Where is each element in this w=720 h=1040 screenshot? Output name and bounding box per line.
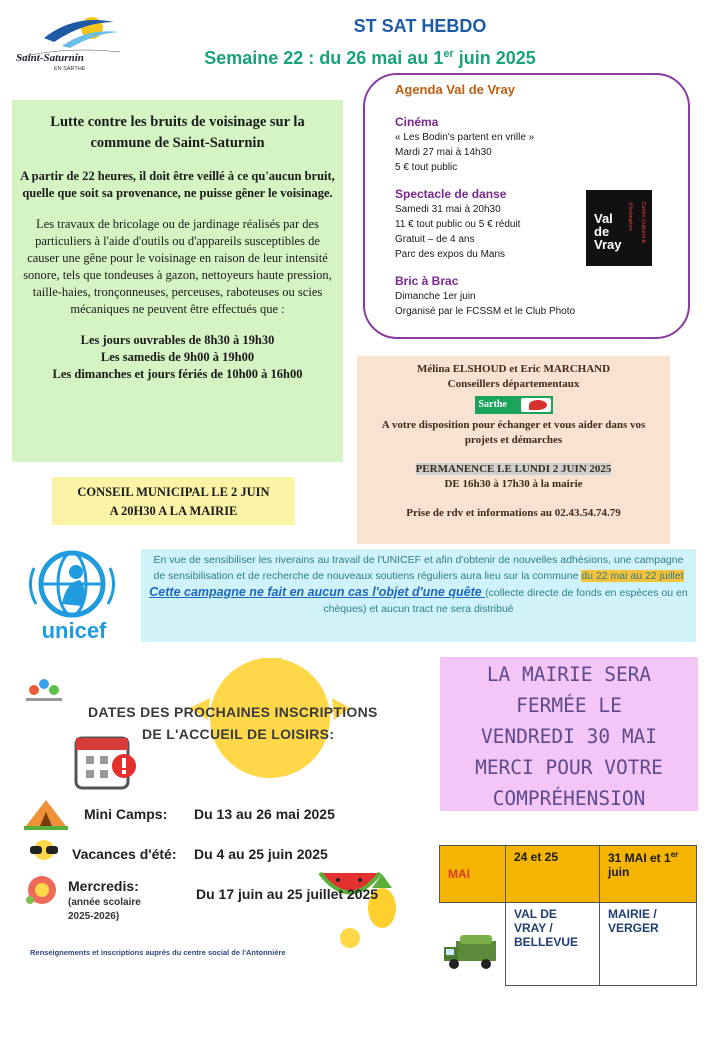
vdv-line: Val bbox=[594, 211, 613, 226]
garbage-truck-icon bbox=[442, 933, 502, 973]
loisirs-panel bbox=[20, 668, 410, 968]
saint-saturnin-logo bbox=[14, 8, 124, 78]
row-label: Vacances d'été: bbox=[72, 846, 177, 862]
page-title: ST SAT HEBDO bbox=[353, 16, 487, 36]
noise-body: Les travaux de bricolage ou de jardinage réalisés par des particuliers à l'aide d'outils ou d'appareils susceptibles de causer une gêne pour le voisinage en raison de leur intensité sonore, tels que tondeuses à gazon, nettoyeurs haute pression, taille-haies, tronçonneuses, perceuses, raboteuses ou scies mécaniques ne peuvent être effectués que : bbox=[23, 217, 332, 316]
sarthe-logo bbox=[475, 396, 553, 414]
schedule-month: MAI bbox=[440, 846, 506, 903]
sarthe-label: Sarthe bbox=[478, 399, 507, 410]
community-logo-icon bbox=[26, 679, 62, 701]
col2-head-sup: er bbox=[670, 850, 679, 859]
unicef-text-a: En vue de sensibiliser les riverains au travail de l'UNICEF et afin d'obtenir de nouvelles adhésions, une campagne de sensibilisation et de recherche de nouveaux soutiens réguliers aura lieu sur la commune bbox=[153, 554, 684, 582]
val-de-vray-logo bbox=[586, 190, 652, 266]
councillors-text: A votre disposition pour échanger et vous aider dans vos projets et démarches bbox=[381, 419, 646, 446]
logo-name: Saint-Saturnin bbox=[16, 52, 84, 64]
closed-line: COMPRÉHENSION bbox=[492, 787, 646, 810]
council-line2: A 20H30 A LA MAIRIE bbox=[109, 504, 238, 518]
unicef-logo-text: unicef bbox=[41, 618, 107, 643]
closed-line: LA MAIRIE SERA bbox=[486, 663, 652, 686]
schedule-col2-value: MAIRIE / VERGER bbox=[600, 903, 697, 986]
note-line: (année scolaire bbox=[68, 897, 141, 908]
agenda-dance-line: Parc des expos du Mans bbox=[395, 249, 506, 260]
councillors-rdv: Prise de rdv et informations au 02.43.54.74.79 bbox=[406, 507, 621, 519]
row-dates: Du 13 au 26 mai 2025 bbox=[194, 806, 335, 822]
row-dates: Du 4 au 25 juin 2025 bbox=[194, 846, 328, 862]
agenda-bric-heading: Bric à Brac bbox=[395, 274, 459, 288]
tent-icon bbox=[24, 800, 68, 830]
hours-sundays: Les dimanches et jours fériés de 10h00 à 16h00 bbox=[52, 367, 303, 381]
agenda-dance-line: Samedi 31 mai à 20h30 bbox=[395, 204, 501, 215]
mairie-closed-notice bbox=[440, 657, 698, 811]
councillors-role: Conseillers départementaux bbox=[447, 378, 580, 390]
sunglasses-icon bbox=[30, 840, 58, 860]
agenda-bric-line: Dimanche 1er juin bbox=[395, 291, 476, 302]
col2-head-a: 31 MAI et 1 bbox=[608, 851, 671, 865]
vdv-line: Vray bbox=[594, 237, 622, 252]
fruits-icon bbox=[320, 873, 396, 948]
loisirs-title-2: DE L'ACCUEIL DE LOISIRS: bbox=[142, 726, 335, 742]
council-line1: CONSEIL MUNICIPAL LE 2 JUIN bbox=[77, 485, 270, 499]
row-label: Mini Camps: bbox=[84, 806, 168, 822]
collection-schedule-table bbox=[439, 845, 697, 986]
noise-hours bbox=[20, 332, 335, 383]
permanence-line2: DE 16h30 à 17h30 à la mairie bbox=[444, 478, 583, 490]
council-notice bbox=[52, 477, 295, 525]
week-text-b: juin 2025 bbox=[453, 48, 536, 68]
closed-line: VENDREDI 30 MAI bbox=[480, 725, 658, 748]
agenda-cinema-line: 5 € tout public bbox=[395, 162, 458, 173]
agenda-dance-line: Gratuit – de 4 ans bbox=[395, 234, 475, 245]
unicef-text-b: (collecte directe de fonds en espèces ou en chèques) et aucun tract ne sera distribué bbox=[323, 587, 688, 615]
unicef-logo bbox=[20, 546, 124, 646]
agenda-cinema-heading: Cinéma bbox=[395, 115, 439, 129]
week-text-a: Semaine 22 : du 26 mai au 1 bbox=[204, 48, 444, 68]
row-label: Mercredis: bbox=[68, 878, 139, 894]
sarthe-leaf-icon bbox=[521, 398, 551, 412]
agenda-dance-line: 11 € tout public ou 5 € réduit bbox=[395, 219, 521, 230]
permanence-line1: PERMANENCE LE LUNDI 2 JUIN 2025 bbox=[415, 463, 612, 475]
mercredis-note bbox=[68, 896, 141, 924]
schedule-col1-value: VAL DE VRAY / BELLEVUE bbox=[506, 903, 600, 986]
noise-bold-text: A partir de 22 heures, il doit être veillé à ce qu'aucun bruit, quelle que soit sa provenance, ne puisse gêner le voisinage. bbox=[20, 169, 335, 200]
col2-head-b: juin bbox=[608, 865, 630, 879]
councillors-names: Mélina ELSHOUD et Eric MARCHAND bbox=[416, 363, 611, 375]
week-subtitle bbox=[150, 48, 590, 69]
agenda-dance-heading: Spectacle de danse bbox=[395, 187, 507, 201]
hours-saturdays: Les samedis de 9h00 à 19h00 bbox=[100, 350, 255, 364]
agenda-bric-line: Organisé par le FCSSM et le Club Photo bbox=[395, 306, 576, 317]
truck-cell bbox=[440, 903, 506, 986]
unicef-date-highlight: du 22 mai au 22 juillet bbox=[581, 570, 684, 582]
week-sup: er bbox=[443, 48, 454, 60]
unicef-notice bbox=[141, 549, 696, 642]
schedule-col1-head: 24 et 25 bbox=[506, 846, 600, 903]
logo-sub: EN SARTHE bbox=[54, 66, 86, 72]
agenda-cinema-line: Mardi 27 mai à 14h30 bbox=[395, 147, 492, 158]
closed-line: MERCI POUR VOTRE bbox=[475, 756, 663, 779]
closed-line: FERMÉE LE bbox=[516, 694, 622, 717]
loisirs-title-1: DATES DES PROCHAINES INSCRIPTIONS bbox=[88, 704, 378, 720]
schedule-col2-head bbox=[600, 846, 697, 903]
agenda-cinema-line: « Les Bodin's partent en vrille » bbox=[395, 132, 535, 143]
vdv-small-text: Centre Culturel & d'Animation bbox=[627, 202, 646, 244]
noise-notice bbox=[12, 100, 343, 462]
hours-weekdays: Les jours ouvrables de 8h30 à 19h30 bbox=[80, 333, 275, 347]
vdv-line: de bbox=[594, 224, 610, 239]
row-dates: Du 17 juin au 25 juillet 2025 bbox=[196, 886, 379, 902]
calendar-icon bbox=[76, 738, 136, 788]
councillors-panel bbox=[357, 356, 670, 544]
agenda-title: Agenda Val de Vray bbox=[395, 82, 515, 97]
flower-icon bbox=[26, 876, 56, 904]
unicef-warning: Cette campagne ne fait en aucun cas l'objet d'une quête bbox=[149, 585, 486, 599]
note-line: 2025-2026) bbox=[68, 911, 120, 922]
noise-heading: Lutte contre les bruits de voisinage sur la commune de Saint-Saturnin bbox=[50, 114, 305, 151]
loisirs-footer: Renseignements et inscriptions auprès du centre social de l'Antonnière bbox=[30, 948, 286, 957]
